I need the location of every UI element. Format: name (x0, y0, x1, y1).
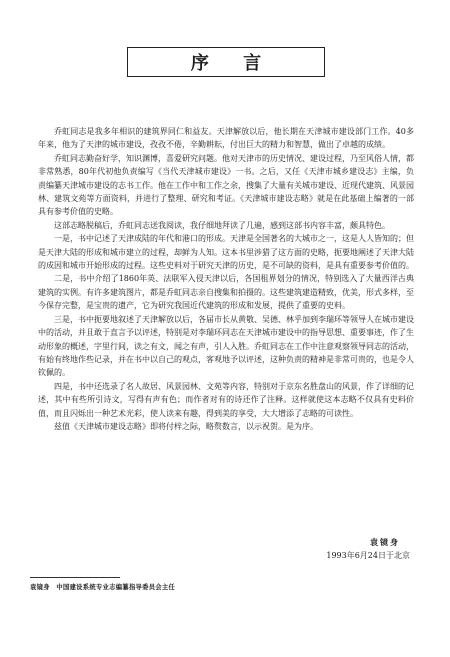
page-title: 序 言 (190, 53, 276, 74)
title-frame (127, 47, 325, 77)
paragraph: 三是，书中扼要地叙述了天津解放以后，各届市长从黄敬、吴德、林乎加到李瑞环等领导人在城市建设中的活动，并且敢于直言予以评述，特别是对李瑞环同志在天津城市建设中的指导思想、重要事迹，作了生动形象的概述，字里行间，读之有文，闻之有声，引人入胜。乔虹同志在工作中注意观察领导同志的活动，有始有终地作些记录，并在书中以自己的观点，客观地予以评述，这种负责的精神是非常可贵的，也是令人钦佩的。 (38, 314, 414, 378)
author-name: 袁镜身 (370, 537, 400, 547)
paragraph: 四是，书中还选录了名人故居、风景园林、文苑等内容，特别对于京东名胜盘山的风景，作了详细的记述，其中有些所引诗文，写得有声有色；而作者对有的诗还作了注释。这样就使这本志略不仅具有史料价值，而且闪烁出一种艺术光彩，使人读来有趣，得到美的享受，大大增添了志略的可读性。 (38, 381, 414, 418)
paragraph: 这部志略脱稿后，乔虹同志送我阅读，我仔细地拜读了几遍，感到这部书内容丰富，颇具特色。 (54, 220, 390, 230)
paragraph: 乔虹同志勤奋好学，知识渊博，喜爱研究问题。他对天津市的历史情况、建设过程，乃至风俗人情，都非常熟悉，80年代初他负责编写《当代天津城市建设》一书。之后，又任《天津市城乡建设志》主编，负责编纂天津城市建设的志书工作。他在工作中和工作之余，搜集了大量有关城市建设、近现代建筑、风景园林、建筑文苑等方面资料，并进行了整理、研究和考证。《天津城市建设志略》就是在此基础上编著的一部具有参考价值的史略。 (38, 153, 414, 217)
signature-block (210, 536, 410, 563)
footnote: 袁镜身 中国建设系统专业志编纂指导委员会主任 (30, 584, 176, 591)
preface-body (38, 125, 414, 433)
signature-date: 1993年6月24日于北京 (326, 551, 410, 561)
paragraph: 二是，书中介绍了1860年英、法联军入侵天津以后，各国租界划分的情况，特别选入了大量西洋古典建筑的实例。有许多建筑图片，都是乔虹同志亲自搜集和拍摄的。这些建筑建造精致，优美，形式多样，至今保存完整，是宝贵的遗产，它为研究我国近代建筑的形成和发展，提供了重要的史料。 (38, 274, 414, 311)
paragraph: 一是，书中记述了天津成陆的年代和港口的形成。天津是全国著名的大城市之一，这是人人皆知的；但是天津大陆的形成和城市建立的过程，却鲜为人知。这本书里涉猎了这方面的史略，扼要地阐述了天津大陆的成因和城市开始形成的过程。这些史料对于研究天津的历史，是不可缺的资料，是具有重要参考价值的。 (38, 234, 414, 271)
paragraph: 乔虹同志是我多年相识的建筑界同仁和益友。天津解放以后，他长期在天津城市建设部门工作。40多年来，他为了天津的城市建设，孜孜不倦，辛勤耕耘，付出巨大的精力和智慧，做出了卓越的成绩。 (38, 127, 414, 150)
paragraph: 兹值《天津城市建设志略》即将付梓之际，略赘数言，以示祝贺。是为序。 (54, 421, 318, 431)
footnote-divider (30, 577, 120, 578)
